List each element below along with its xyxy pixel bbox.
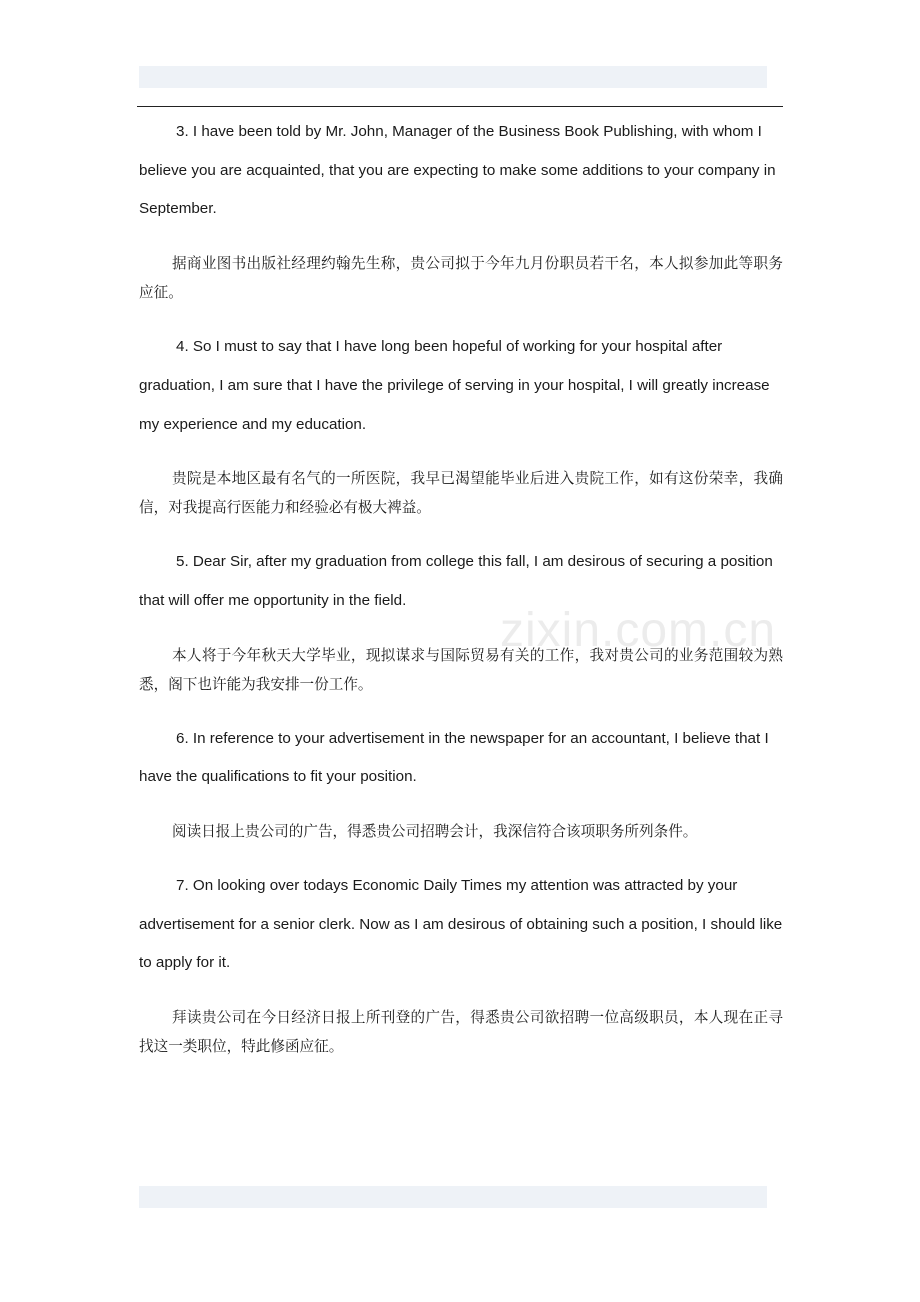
watermark: zixin.com.cn	[500, 604, 777, 657]
paragraph-zh-7: 拜读贵公司在今日经济日报上所刊登的广告，得悉贵公司欲招聘一位高级职员，本人现在正寻找这一类职位，特此修函应征。	[139, 1009, 783, 1056]
paragraph-zh-6: 阅读日报上贵公司的广告，得悉贵公司招聘会计，我深信符合该项职务所列条件。	[172, 823, 698, 841]
header-rule	[137, 106, 783, 107]
footer-band	[139, 1186, 767, 1208]
paragraph-zh-3: 据商业图书出版社经理约翰先生称，贵公司拟于今年九月份职员若干名，本人拟参加此等职务应征。	[139, 255, 783, 302]
paragraph-en-7: 7. On looking over todays Economic Daily Times my attention was attracted by your advertisement for a senior clerk. Now as I am desirous of obtaining such a position, I should like to apply for it.	[139, 877, 783, 972]
paragraph-en-6: 6. In reference to your advertisement in the newspaper for an accountant, I believe that I have the qualifications to fit your position.	[139, 729, 769, 786]
header-band	[139, 66, 767, 88]
paragraph-en-3: 3. I have been told by Mr. John, Manager of the Business Book Publishing, with whom I believe you are acquainted, that you are expecting to make some additions to your company in September.	[139, 123, 776, 218]
document-body	[139, 113, 783, 1061]
paragraph-zh-4: 贵院是本地区最有名气的一所医院，我早已渴望能毕业后进入贵院工作，如有这份荣幸，我确信，对我提高行医能力和经验必有极大裨益。	[139, 470, 783, 517]
paragraph-zh-5: 本人将于今年秋天大学毕业，现拟谋求与国际贸易有关的工作，我对贵公司的业务范围较为熟悉，阁下也许能为我安排一份工作。	[139, 646, 783, 693]
paragraph-en-4: 4. So I must to say that I have long been hopeful of working for your hospital after graduation, I am sure that I have the privilege of serving in your hospital, I will greatly increase my experience and my education.	[139, 338, 770, 433]
paragraph-en-5: 5. Dear Sir, after my graduation from college this fall, I am desirous of securing a position that will offer me opportunity in the field.	[139, 553, 773, 609]
